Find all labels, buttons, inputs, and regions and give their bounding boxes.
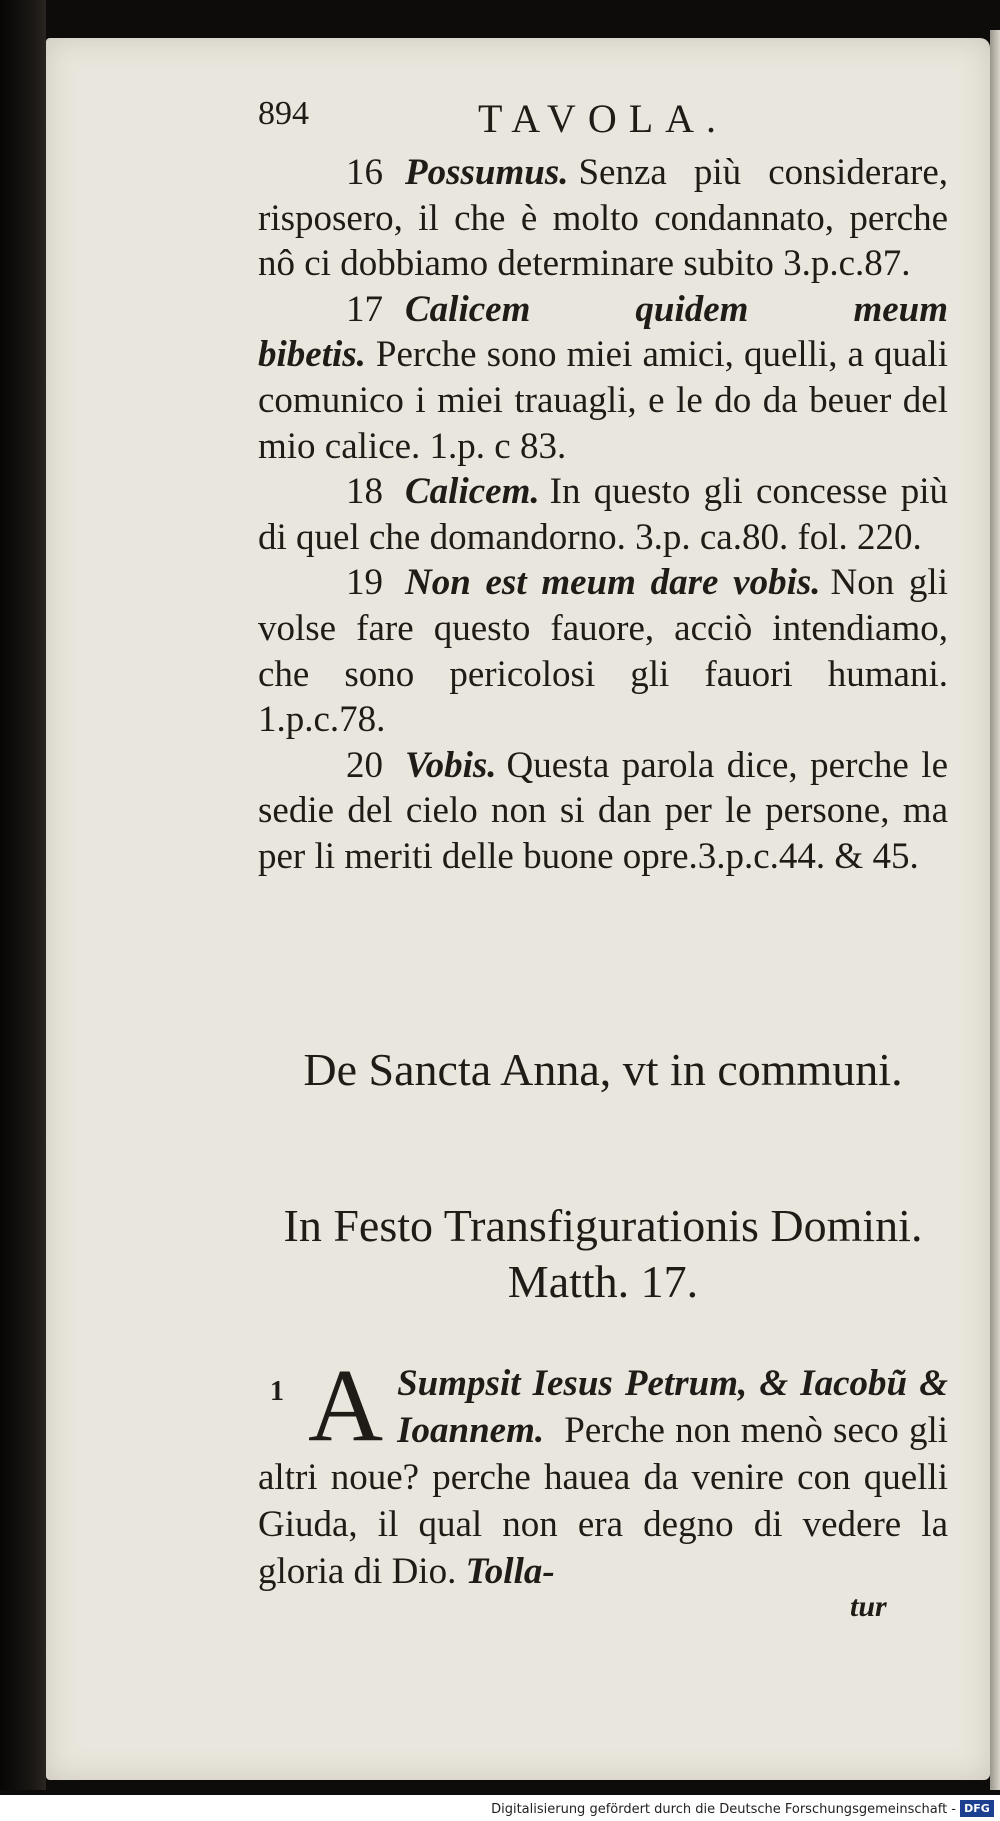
drop-cap: A — [308, 1348, 384, 1463]
entry-text: Perche non menò seco gli altri noue? perche hauea da venire con quelli Giuda, il qual non era degno di vedere la gloria di Dio. — [258, 1410, 948, 1592]
footer-credit: Digitalisierung gefördert durch die Deutsche Forschungsgemeinschaft - — [491, 1802, 956, 1817]
entry-text: Non gli volse fare questo fauore, acciò intendiamo, che sono pericolosi gli fauori humani. 1.p.c.78. — [258, 562, 948, 741]
catchword: tur — [850, 1590, 887, 1623]
entry-lemma: Non est meum dare vobis. — [405, 562, 821, 604]
index-entry — [258, 469, 948, 560]
entry-lemma: Calicem quidem meum bibetis. — [258, 288, 948, 376]
entry-number: 19 — [346, 562, 383, 604]
index-entry — [258, 150, 948, 287]
footer-bar — [0, 1795, 1000, 1821]
entry-number: 16 — [346, 152, 383, 193]
entry-text: In questo gli concesse più di quel che domandorno. 3.p. ca.80. fol. 220. — [258, 471, 948, 558]
entry-lemma: Sumpsit Iesus Petrum, & Iacobũ & Ioannem. — [397, 1363, 948, 1451]
entry-text: Perche sono miei amici, quelli, a quali comunico i miei trauagli, e le do da beuer del mio calice. 1.p. c 83. — [258, 334, 948, 467]
transfiguration-entry — [258, 1348, 948, 1595]
book-spine — [0, 0, 46, 1790]
entry-text: Senza più considerare, risposero, il che è molto condannato, perche nô ci dobbiamo determinare subito 3.p.c.87. — [258, 152, 948, 285]
section-heading-transfiguration: In Festo Transfigurationis Domini. Matth. 17. — [283, 1200, 923, 1307]
section-heading-anna: De Sancta Anna, vt in communi. — [303, 1044, 903, 1095]
entry-lemma-continuation: Tolla- — [465, 1551, 555, 1592]
dfg-logo-icon: DFG — [960, 1800, 994, 1817]
entry-number: 1 — [270, 1376, 284, 1407]
running-title: TAVOLA. — [477, 96, 729, 141]
entry-text: Questa parola dice, perche le sedie del cielo non si dan per le persone, ma per li meriti delle buone opre.3.p.c.44. & 45. — [258, 744, 948, 877]
entry-number: 17 — [346, 288, 383, 330]
entry-number: 18 — [346, 471, 383, 513]
index-entry — [258, 287, 948, 469]
entry-lemma: Possumus. — [405, 152, 569, 193]
entry-number: 20 — [346, 744, 383, 786]
page-number: 894 — [258, 95, 309, 132]
entry-lemma: Calicem. — [405, 471, 540, 513]
page-header — [258, 95, 948, 145]
index-entry — [258, 560, 948, 742]
index-entries — [258, 150, 948, 880]
index-entry — [258, 743, 948, 880]
page-edge — [990, 30, 1000, 1790]
entry-lemma: Vobis. — [405, 744, 497, 786]
